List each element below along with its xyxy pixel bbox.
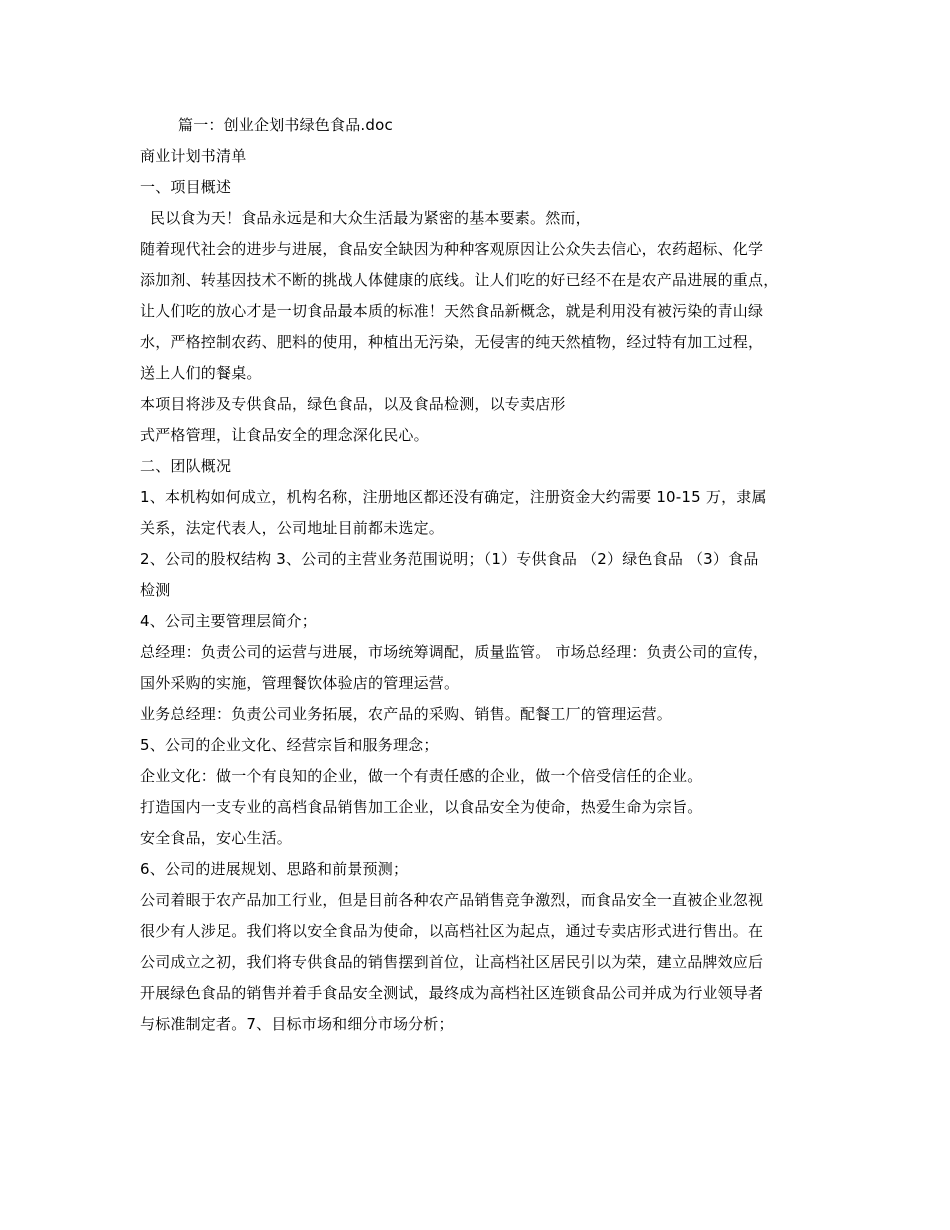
paragraph-line: 6、公司的进展规划、思路和前景预测；	[140, 860, 409, 878]
paragraph-line: 本项目将涉及专供食品，绿色食品，以及食品检测，以专卖店形	[140, 395, 566, 413]
paragraph-line: 式严格管理，让食品安全的理念深化民心。	[140, 426, 429, 444]
paragraph-line: 公司着眼于农产品加工行业，但是目前各种农产品销售竞争激烈，而食品安全一直被企业忽视	[140, 891, 764, 909]
paragraph-line: 随着现代社会的进步与进展，食品安全缺因为种种客观原因让公众失去信心，农药超标、化学	[140, 240, 764, 258]
document-title: 篇一：创业企划书绿色食品.doc	[178, 116, 393, 134]
document-body	[140, 110, 820, 1040]
paragraph-line: 很少有人涉足。我们将以安全食品为使命，以高档社区为起点，通过专卖店形式进行售出。在	[140, 922, 764, 940]
paragraph-line: 添加剂、转基因技术不断的挑战人体健康的底线。让人们吃的好已经不在是农产品进展的重点，	[140, 271, 779, 289]
paragraph-line: 5、公司的企业文化、经营宗旨和服务理念；	[140, 736, 439, 754]
paragraph-line: 开展绿色食品的销售并着手食品安全测试，最终成为高档社区连锁食品公司并成为行业领导者	[140, 984, 764, 1002]
paragraph-line: 水，严格控制农药、肥料的使用，种植出无污染，无侵害的纯天然植物，经过特有加工过程，	[140, 333, 764, 351]
paragraph-line: 关系，法定代表人，公司地址目前都未选定。	[140, 519, 445, 537]
paragraph-line: 2、公司的股权结构 3、公司的主营业务范围说明；（1）专供食品 （2）绿色食品 （3）食品	[140, 550, 759, 568]
paragraph-line: 公司成立之初，我们将专供食品的销售摆到首位，让高档社区居民引以为荣，建立品牌效应后	[140, 953, 764, 971]
paragraph-line: 送上人们的餐桌。	[140, 364, 262, 382]
paragraph-line: 业务总经理：负责公司业务拓展，农产品的采购、销售。配餐工厂的管理运营。	[140, 705, 673, 723]
section-heading-plan-list: 商业计划书清单	[140, 147, 247, 165]
paragraph-line: 让人们吃的放心才是一切食品最本质的标准！天然食品新概念，就是利用没有被污染的青山绿	[140, 302, 764, 320]
paragraph-line: 检测	[140, 581, 171, 599]
paragraph-line: 民以食为天！食品永远是和大众生活最为紧密的基本要素。然而，	[150, 209, 591, 227]
paragraph-line: 4、公司主要管理层简介；	[140, 612, 317, 630]
paragraph-line: 国外采购的实施，管理餐饮体验店的管理运营。	[140, 674, 460, 692]
paragraph-line: 打造国内一支专业的高档食品销售加工企业，以食品安全为使命，热爱生命为宗旨。	[140, 798, 703, 816]
paragraph-line: 1、本机构如何成立，机构名称，注册地区都还没有确定，注册资金大约需要 10-15 万，隶属	[140, 488, 767, 506]
paragraph-line: 安全食品，安心生活。	[140, 829, 293, 847]
section-heading-team: 二、团队概况	[140, 457, 232, 475]
paragraph-line: 总经理：负责公司的运营与进展，市场统筹调配，质量监管。 市场总经理：负责公司的宣传，	[140, 643, 769, 661]
paragraph-line: 企业文化：做一个有良知的企业，做一个有责任感的企业，做一个倍受信任的企业。	[140, 767, 703, 785]
section-heading-overview: 一、项目概述	[140, 178, 232, 196]
paragraph-line: 与标准制定者。7、目标市场和细分市场分析；	[140, 1015, 454, 1033]
